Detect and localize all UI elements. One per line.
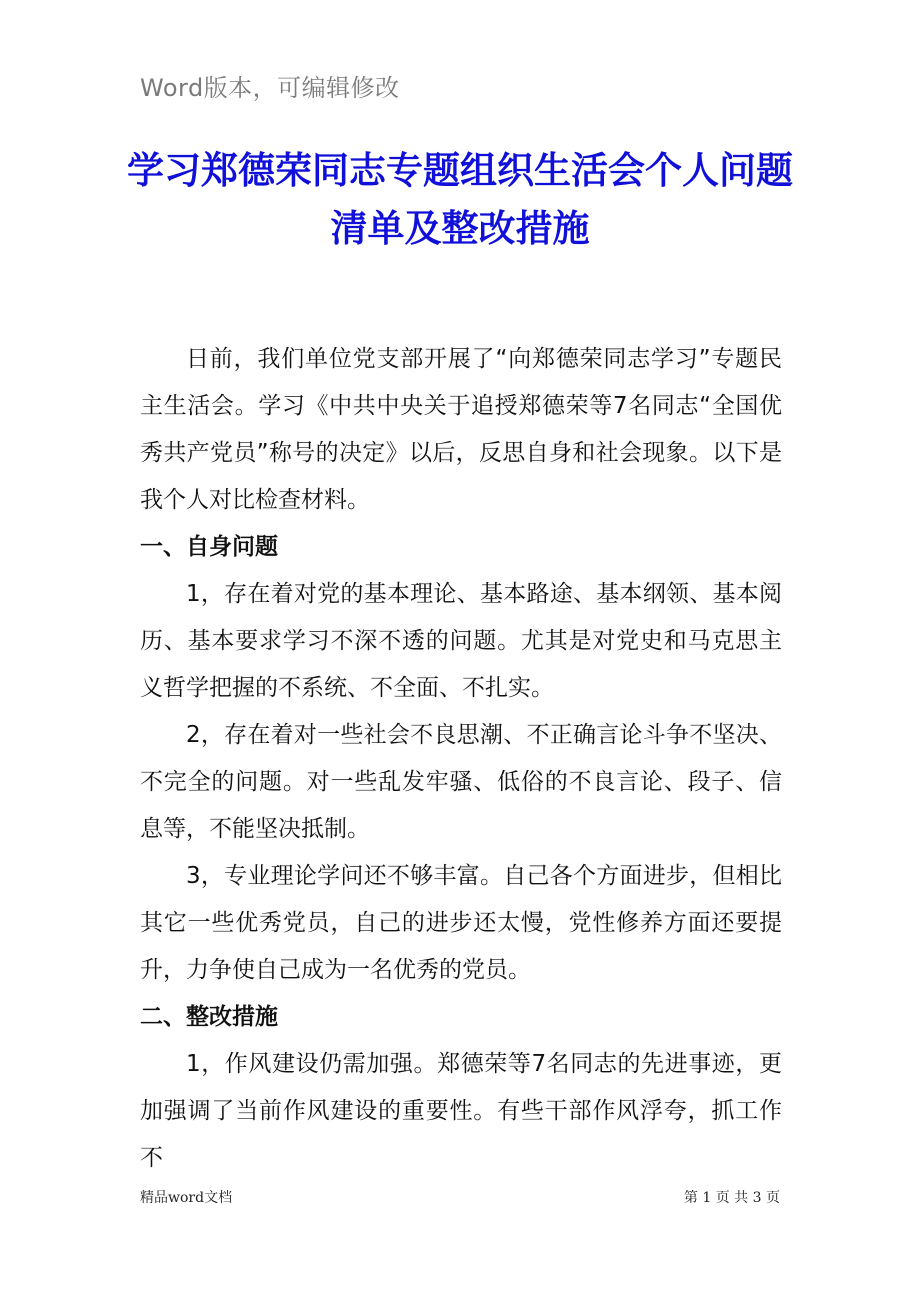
section-heading-measures: 二、整改措施: [140, 1004, 278, 1030]
footer-doc-label: 精品word文档: [140, 1190, 233, 1206]
section-heading-problems: 一、自身问题: [140, 534, 278, 560]
document-body: [140, 336, 782, 1182]
measure-item-1: 1，作风建设仍需加强。郑德荣等7名同志的先进事迹，更加强调了当前作风建设的重要性。有些干部作风浮夸，抓工作不: [140, 1051, 782, 1171]
intro-paragraph: 日前，我们单位党支部开展了“向郑德荣同志学习”专题民主生活会。学习《中共中央关于追授郑德荣等7名同志“全国优秀共产党员”称号的决定》以后，反思自身和社会现象。以下是我个人对比检查材料。: [140, 346, 782, 513]
document-title-line-1: 学习郑德荣同志专题组织生活会个人问题: [127, 149, 793, 192]
footer-page-number: 第 1 页 共 3 页: [683, 1190, 780, 1206]
problem-item-1: 1，存在着对党的基本理论、基本路途、基本纲领、基本阅历、基本要求学习不深不透的问题。尤其是对党史和马克思主义哲学把握的不系统、不全面、不扎实。: [140, 581, 782, 701]
header-watermark: Word版本，可编辑修改: [140, 74, 400, 102]
problem-item-3: 3，专业理论学问还不够丰富。自己各个方面进步，但相比其它一些优秀党员，自己的进步还太慢，党性修养方面还要提升，力争使自己成为一名优秀的党员。: [140, 863, 782, 983]
document-title-line-2: 清单及整改措施: [330, 207, 590, 250]
problem-item-2: 2，存在着对一些社会不良思潮、不正确言论斗争不坚决、不完全的问题。对一些乱发牢骚、低俗的不良言论、段子、信息等，不能坚决抵制。: [140, 722, 782, 842]
